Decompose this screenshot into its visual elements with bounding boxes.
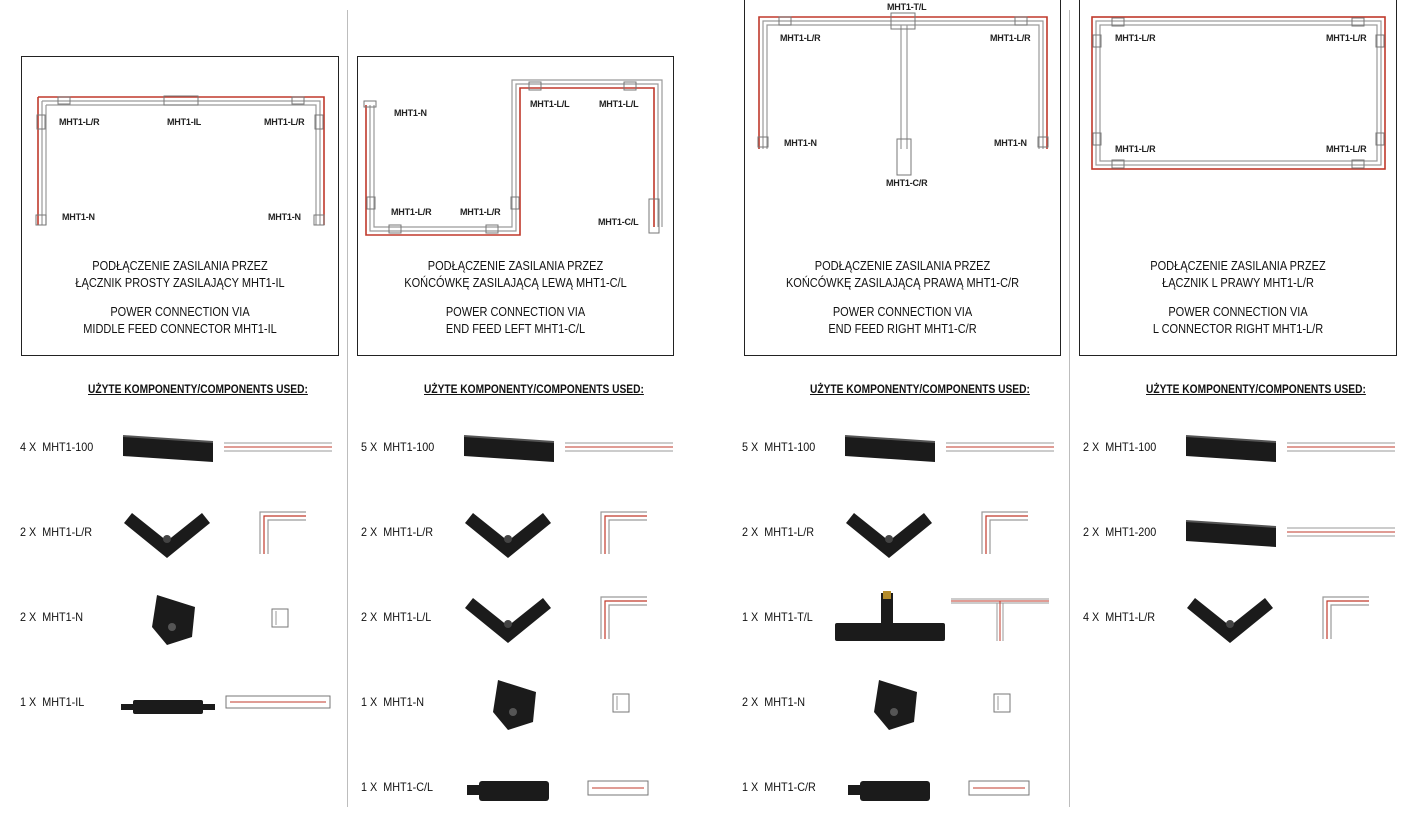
component-drawing xyxy=(224,688,332,716)
component-drawing xyxy=(986,688,1014,716)
component-label: MHT1-L/L xyxy=(599,99,639,109)
caption-pl: PODŁĄCZENIE ZASILANIA PRZEZ ŁĄCZNIK PROSTY ZASILAJĄCY MHT1-IL xyxy=(75,259,285,290)
track-layout-drawing xyxy=(358,57,675,257)
layout-diagram-card-1 xyxy=(21,56,339,356)
track-layout-drawing xyxy=(1080,0,1398,199)
component-label: MHT1-C/L xyxy=(598,217,639,227)
component-qty: 2 X MHT1-L/R xyxy=(20,525,93,539)
component-photo xyxy=(137,587,199,647)
component-label: MHT1-C/R xyxy=(886,178,928,188)
component-label: MHT1-L/R xyxy=(264,117,305,127)
component-row xyxy=(742,747,1082,827)
component-label: MHT1-N xyxy=(394,108,427,118)
component-photo xyxy=(844,503,936,561)
component-label: MHT1-L/R xyxy=(1326,33,1367,43)
component-photo xyxy=(463,588,555,646)
component-row xyxy=(1083,577,1415,657)
component-row xyxy=(361,662,701,742)
component-drawing xyxy=(968,504,1032,560)
component-qty: 2 X MHT1-L/L xyxy=(361,610,432,624)
component-photo xyxy=(1184,515,1278,549)
component-photo xyxy=(463,503,555,561)
component-label: MHT1-N xyxy=(994,138,1027,148)
component-drawing xyxy=(944,433,1056,461)
component-drawing xyxy=(605,688,633,716)
component-photo xyxy=(1184,430,1278,464)
component-photo xyxy=(831,589,949,645)
component-row xyxy=(361,577,701,657)
component-photo xyxy=(119,682,217,722)
component-photo xyxy=(122,503,214,561)
component-qty: 1 X MHT1-N xyxy=(361,695,425,709)
component-row xyxy=(361,407,701,487)
component-drawing xyxy=(586,773,652,801)
component-label: MHT1-N xyxy=(268,212,301,222)
component-row xyxy=(361,492,701,572)
component-row xyxy=(742,662,1082,742)
component-label: MHT1-IL xyxy=(167,117,202,127)
component-qty: 1 X MHT1-IL xyxy=(20,695,85,709)
component-qty: 5 X MHT1-100 xyxy=(742,440,816,454)
layout-diagram-card-3 xyxy=(744,0,1061,356)
component-qty: 1 X MHT1-T/L xyxy=(742,610,813,624)
component-qty: 5 X MHT1-100 xyxy=(361,440,435,454)
component-label: MHT1-L/R xyxy=(990,33,1031,43)
component-qty: 2 X MHT1-N xyxy=(742,695,806,709)
component-label: MHT1-T/L xyxy=(887,2,927,12)
components-used-title: UŻYTE KOMPONENTY/COMPONENTS USED: xyxy=(810,382,1030,396)
component-drawing xyxy=(1285,433,1397,461)
components-used-title: UŻYTE KOMPONENTY/COMPONENTS USED: xyxy=(1146,382,1366,396)
component-label: MHT1-L/R xyxy=(59,117,100,127)
component-row xyxy=(742,407,1082,487)
component-row xyxy=(20,577,360,657)
component-row xyxy=(1083,492,1415,572)
component-label: MHT1-L/R xyxy=(1326,144,1367,154)
track-layout-drawing xyxy=(22,57,340,257)
component-drawing xyxy=(222,433,334,461)
caption-pl: PODŁĄCZENIE ZASILANIA PRZEZ KOŃCÓWKĘ ZASILAJĄCĄ LEWĄ MHT1-C/L xyxy=(404,259,627,290)
component-photo xyxy=(1185,588,1277,646)
track-layout-drawing xyxy=(745,0,1062,199)
component-photo xyxy=(846,767,934,807)
component-qty: 1 X MHT1-C/R xyxy=(742,780,816,794)
component-qty: 2 X MHT1-L/R xyxy=(742,525,815,539)
component-photo xyxy=(859,672,921,732)
component-label: MHT1-L/L xyxy=(530,99,570,109)
component-drawing xyxy=(587,589,651,645)
components-used-title: UŻYTE KOMPONENTY/COMPONENTS USED: xyxy=(424,382,644,396)
caption-pl: PODŁĄCZENIE ZASILANIA PRZEZ ŁĄCZNIK L PRAWY MHT1-L/R xyxy=(1150,259,1326,290)
component-photo xyxy=(465,767,553,807)
component-row xyxy=(20,662,360,742)
caption-en: POWER CONNECTION VIA END FEED RIGHT MHT1-C/R xyxy=(828,305,977,336)
component-drawing xyxy=(264,603,292,631)
component-row xyxy=(742,492,1082,572)
caption-pl: PODŁĄCZENIE ZASILANIA PRZEZ KOŃCÓWKĘ ZASILAJĄCĄ PRAWĄ MHT1-C/R xyxy=(785,259,1020,290)
components-used-title: UŻYTE KOMPONENTY/COMPONENTS USED: xyxy=(88,382,308,396)
component-label: MHT1-L/R xyxy=(1115,33,1156,43)
caption-en: POWER CONNECTION VIA L CONNECTOR RIGHT MHT1-L/R xyxy=(1152,305,1324,336)
component-drawing xyxy=(967,773,1033,801)
caption-en: POWER CONNECTION VIA END FEED LEFT MHT1-C/L xyxy=(445,305,586,336)
component-photo xyxy=(478,672,540,732)
component-drawing xyxy=(587,504,651,560)
component-drawing xyxy=(246,504,310,560)
component-photo xyxy=(121,430,215,464)
component-qty: 4 X MHT1-L/R xyxy=(1083,610,1156,624)
component-row xyxy=(20,492,360,572)
component-qty: 2 X MHT1-100 xyxy=(1083,440,1157,454)
component-qty: 4 X MHT1-100 xyxy=(20,440,94,454)
component-qty: 2 X MHT1-L/R xyxy=(361,525,434,539)
layout-diagram-card-2 xyxy=(357,56,674,356)
component-drawing xyxy=(1309,589,1373,645)
component-row xyxy=(742,577,1082,657)
component-qty: 2 X MHT1-200 xyxy=(1083,525,1157,539)
component-row xyxy=(361,747,701,827)
component-drawing xyxy=(1285,518,1397,546)
component-photo xyxy=(462,430,556,464)
component-label: MHT1-N xyxy=(784,138,817,148)
layout-diagram-card-4 xyxy=(1079,0,1397,356)
component-label: MHT1-N xyxy=(62,212,95,222)
caption-en: POWER CONNECTION VIA MIDDLE FEED CONNECTOR MHT1-IL xyxy=(83,305,277,336)
component-label: MHT1-L/R xyxy=(780,33,821,43)
component-label: MHT1-L/R xyxy=(391,207,432,217)
component-row xyxy=(20,407,360,487)
component-qty: 1 X MHT1-C/L xyxy=(361,780,434,794)
component-drawing xyxy=(563,433,675,461)
component-label: MHT1-L/R xyxy=(1115,144,1156,154)
component-row xyxy=(1083,407,1415,487)
component-qty: 2 X MHT1-N xyxy=(20,610,84,624)
component-label: MHT1-L/R xyxy=(460,207,501,217)
component-drawing xyxy=(949,591,1051,643)
component-photo xyxy=(843,430,937,464)
